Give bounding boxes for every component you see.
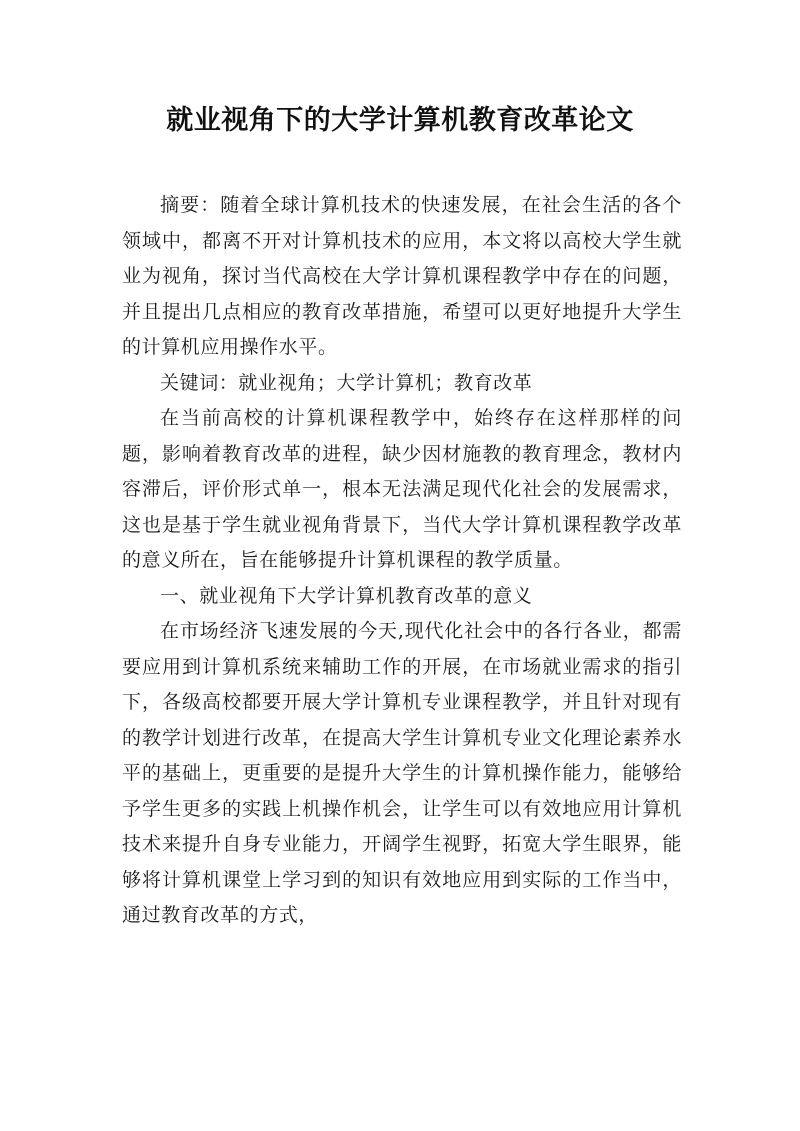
- section-paragraph: 在市场经济飞速发展的今天,现代化社会中的各行各业，都需要应用到计算机系统来辅助工作的开展，在市场就业需求的指引下，各级高校都要开展大学计算机专业课程教学，并且针对现有的教学计划进行改革，在提高大学生计算机专业文化理论素养水平的基础上，更重要的是提升大学生的计算机操作能力，能够给予学生更多的实践上机操作机会，让学生可以有效地应用计算机技术来提升自身专业能力，开阔学生视野，拓宽大学生眼界，能够将计算机课堂上学习到的知识有效地应用到实际的工作当中，通过教育改革的方式，: [122, 620, 682, 926]
- document-body: [122, 188, 682, 934]
- intro-paragraph: 在当前高校的计算机课程教学中，始终存在这样那样的问题，影响着教育改革的进程，缺少因材施教的教育理念，教材内容滞后，评价形式单一，根本无法满足现代化社会的发展需求，这也是基于学生就业视角背景下，当代大学计算机课程教学改革的意义所在，旨在能够提升计算机课程的教学质量。: [122, 407, 682, 571]
- keywords-paragraph: 关键词：就业视角；大学计算机；教育改革: [160, 371, 533, 394]
- abstract-paragraph: 摘要：随着全球计算机技术的快速发展，在社会生活的各个领域中，都离不开对计算机技术的应用，本文将以高校大学生就业为视角，探讨当代高校在大学计算机课程教学中存在的问题，并且提出几点相应的教育改革措施，希望可以更好地提升大学生的计算机应用操作水平。: [122, 194, 682, 358]
- document-title: 就业视角下的大学计算机教育改革论文: [166, 105, 634, 136]
- section-heading: 一、就业视角下大学计算机教育改革的意义: [160, 584, 533, 607]
